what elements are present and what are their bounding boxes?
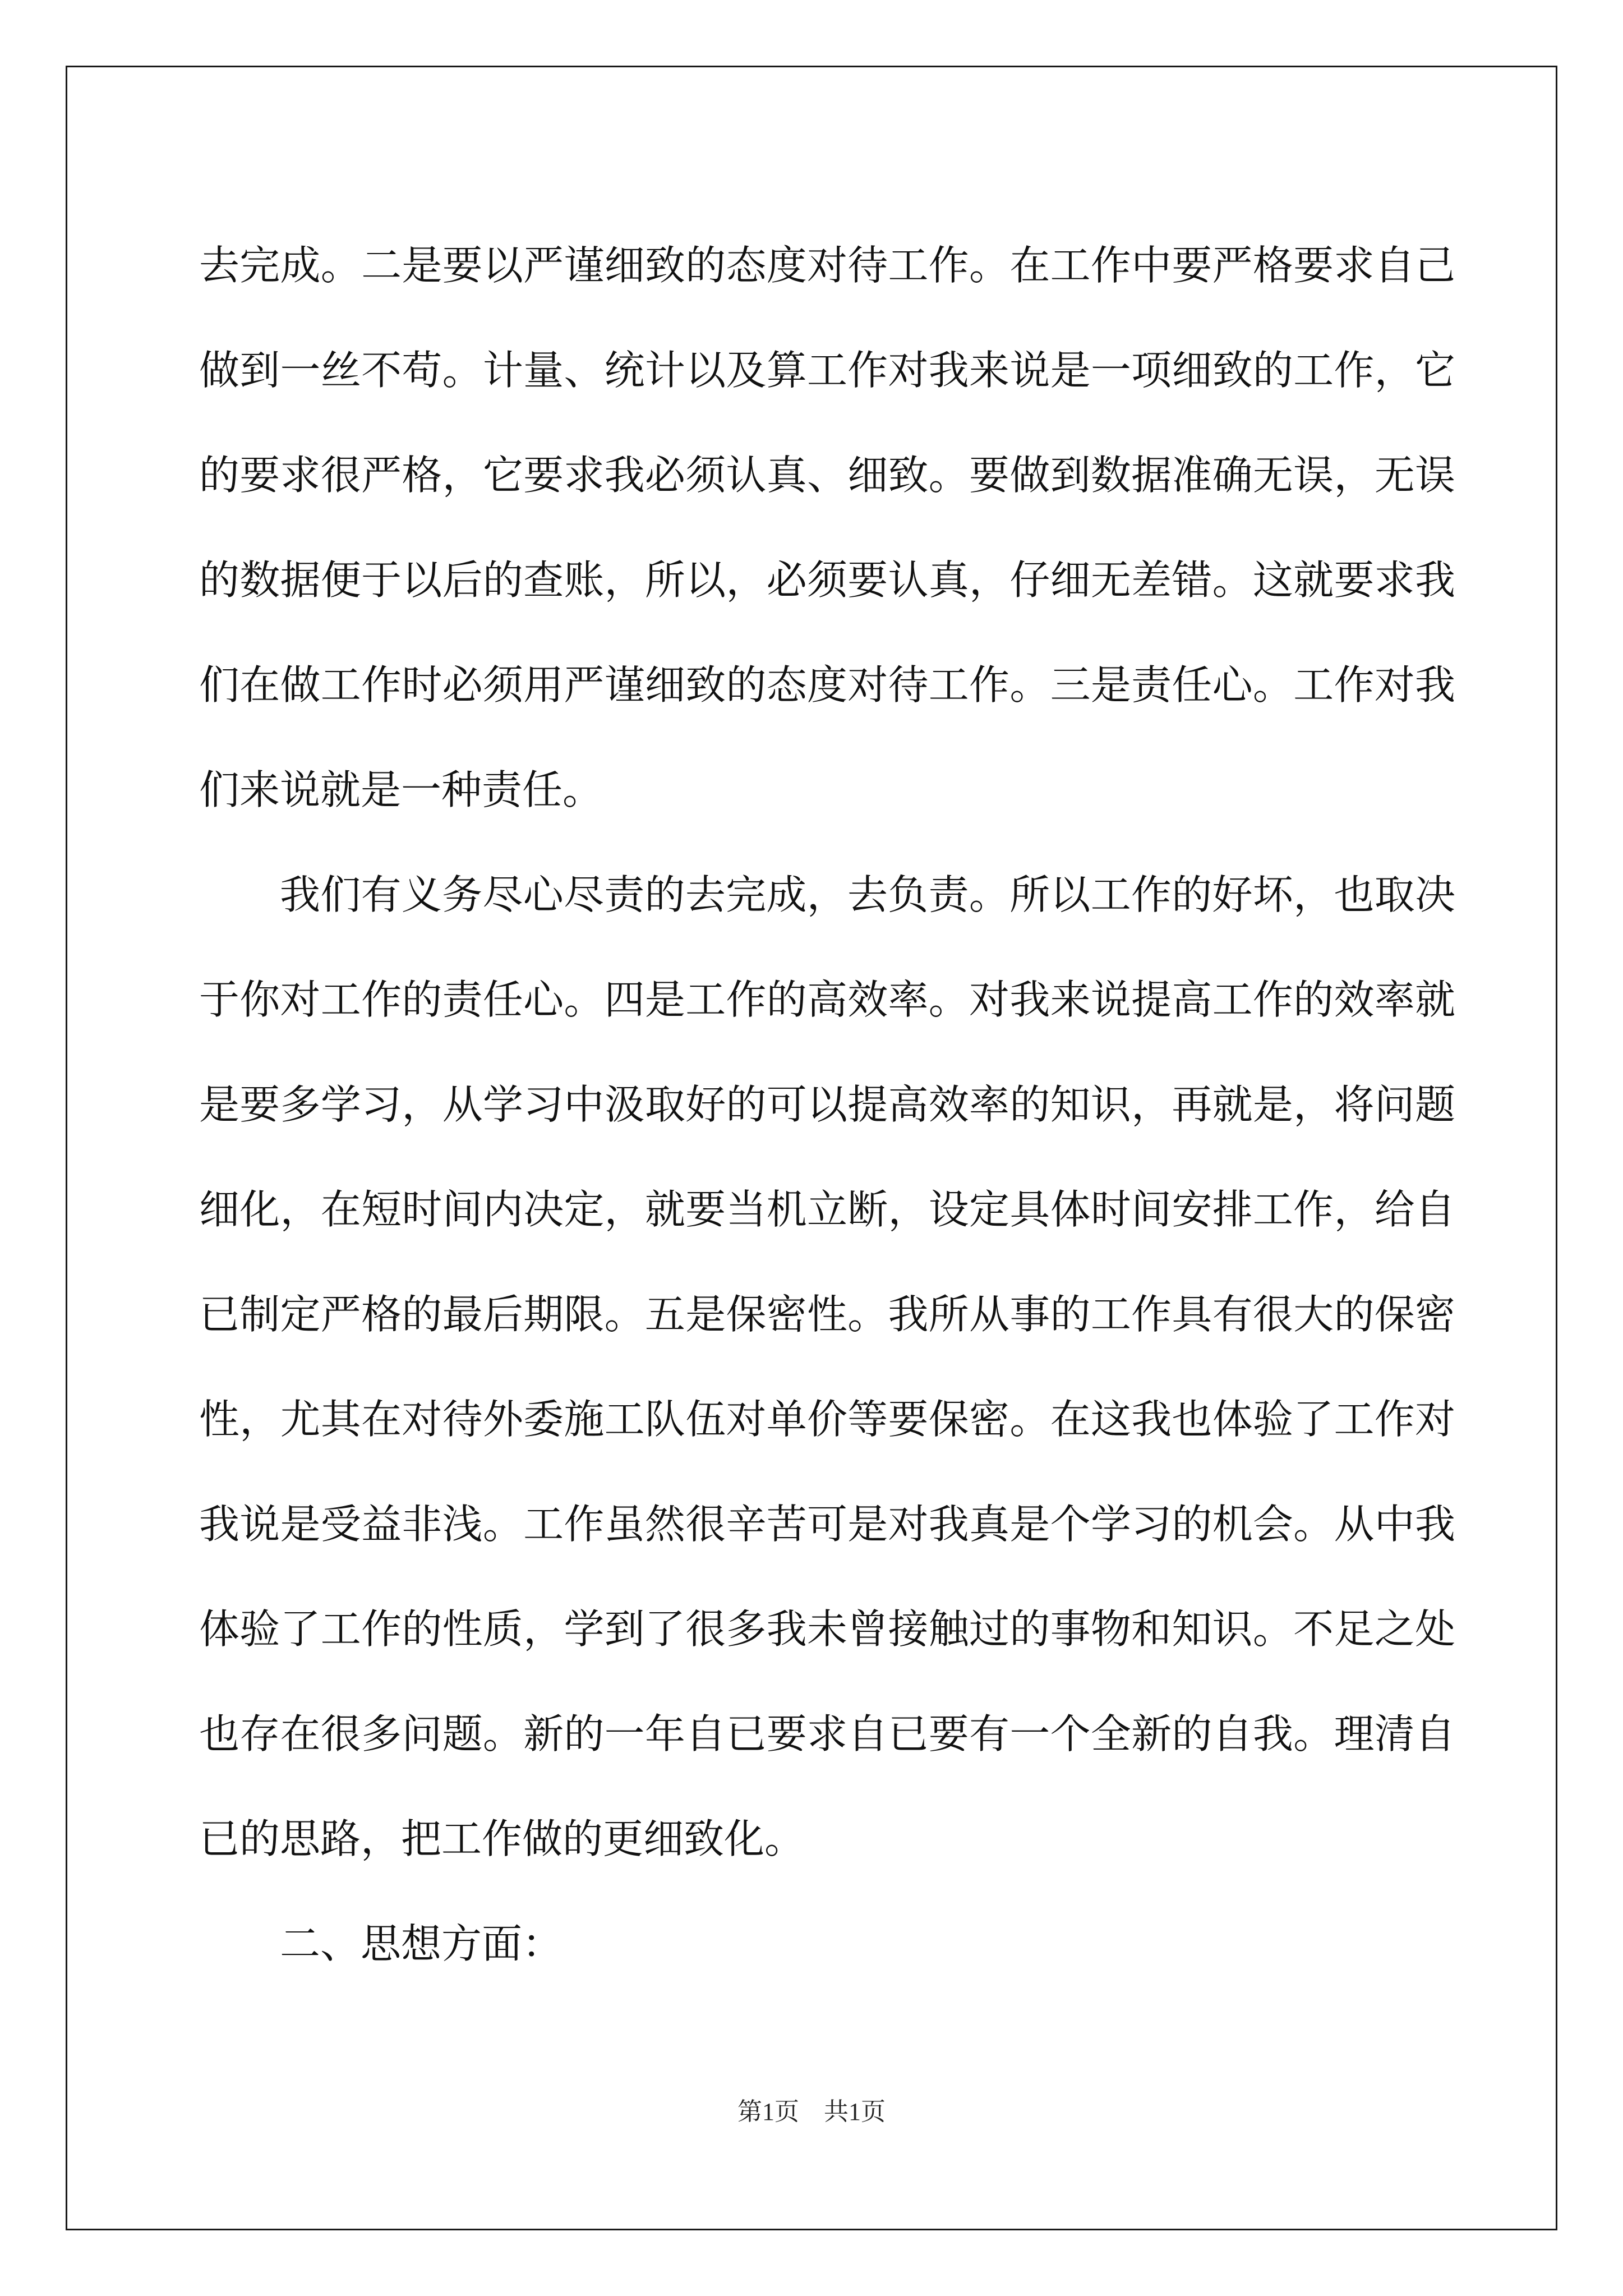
paragraph-2: 我们有义务尽心尽责的去完成，去负责。所以工作的好坏，也取决于你对工作的责任心。四是工作的高效率。对我来说提高工作的效率就是要多学习，从学习中汲取好的可以提高效率的知识，再就是，将问题细化，在短时间内决定，就要当机立断，设定具体时间安排工作，给自已制定严格的最后期限。五是保密性。我所从事的工作具有很大的保密性，尤其在对待外委施工队伍对单价等要保密。在这我也体验了工作对我说是受益非浅。工作虽然很辛苦可是对我真是个学习的机会。从中我体验了工作的性质，学到了很多我未曾接触过的事物和知识。不足之处也存在很多问题。新的一年自已要求自已要有一个全新的自我。理清自已的思路，把工作做的更细致化。 xyxy=(199,871,1455,1862)
document-body xyxy=(199,213,1455,1996)
section-heading: 二、思想方面： xyxy=(280,1920,563,1967)
paragraph-1: 去完成。二是要以严谨细致的态度对待工作。在工作中要严格要求自己做到一丝不苟。计量、统计以及算工作对我来说是一项细致的工作，它的要求很严格，它要求我必须认真、细致。要做到数据准确无误，无误的数据便于以后的查账，所以，必须要认真，仔细无差错。这就要求我们在做工作时必须用严谨细致的态度对待工作。三是责任心。工作对我们来说就是一种责任。 xyxy=(199,242,1455,813)
page-number-footer: 第1页 共1页 xyxy=(737,2098,886,2125)
